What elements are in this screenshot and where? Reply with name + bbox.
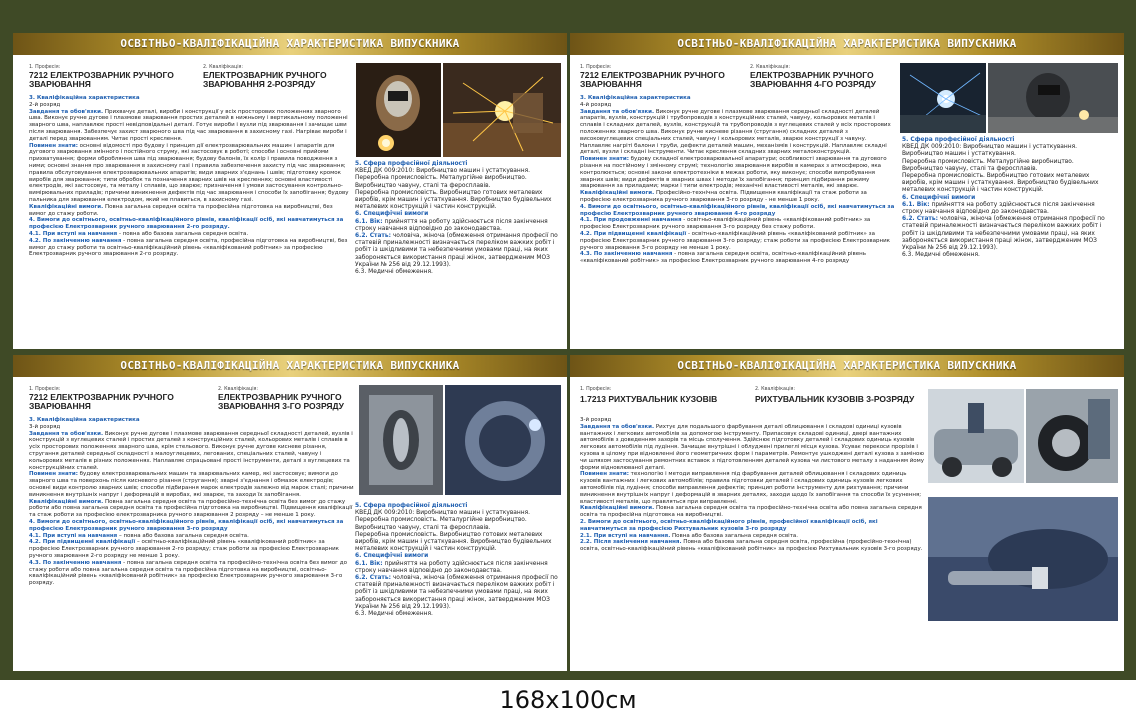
text-paragraph: 3-й розряд [29, 423, 61, 430]
paragraph-body: Виконує ручне дугове і плазмове зварювання середньої складності деталей, вузлів і конструкцій з вуглецевих сталей і простих деталей з конструкційних сталей, кольорових металів і сплавів в усіх просторових положеннях зварного шва, крім стельового. Виконує ручне дугове кисневе різання, стругання деталей середньої складності з малоуглецевих, легованих, спеціальних сталей, чавуну і кольорових металів в різних положеннях. Наплавляє спрацьовані прості інструменти, деталі з вуглецевих та конструкційних сталей. [29, 430, 353, 471]
text-paragraph [29, 204, 351, 218]
paragraph-lead: Кваліфікаційні вимоги. [580, 505, 655, 512]
qualification-label: 2. Кваліфікація: [750, 65, 791, 70]
paragraph-body: – повна або базова загальна середня освіта. [117, 532, 249, 539]
text-paragraph [580, 424, 925, 472]
text-paragraph [355, 575, 559, 611]
text-paragraph [29, 539, 355, 559]
paragraph-lead: Кваліфікаційні вимоги. [29, 203, 104, 210]
photo-dent-repair [928, 497, 1118, 621]
photo-pipe-welding [445, 385, 561, 495]
text-paragraph [902, 202, 1116, 216]
text-paragraph: 5. Сфера професійної діяльності [355, 503, 468, 509]
qualification-label: 2. Кваліфікація: [755, 387, 796, 392]
paragraph-body: Повна загальна середня освіта та професійно-технічна освіта без вимог до стажу роботи або повна загальна середня освіта та професійна підготовка на виробництві. Підвищення кваліфікації та стаж роботи за професією електрозварника ручного зварювання 2 розряду – не менше 1 року. [29, 498, 353, 519]
qualification-name: ЕЛЕКТРОЗВАРНИК РУЧНОГО ЗВАРЮВАННЯ 4-ГО РОЗРЯДУ [750, 70, 876, 89]
paragraph-lead: Завдання та обов'язки. [29, 108, 104, 115]
qualification-name: ЕЛЕКТРОЗВАРНИК РУЧНОГО ЗВАРЮВАННЯ 3-ГО РОЗРЯДУ [218, 392, 344, 411]
paragraph-body: чоловіча, жіноча (обмеження отримання професії по статевій приналежності визначається переліком важких робіт і робіт із шкідливими та небезпечними умовами праці, на яких забороняється використання праці жінок, затвердженим МОЗ України № 256 від 29.12.1993). [355, 233, 558, 268]
paragraph-body: Повна загальна середня освіта та професійна підготовка на виробництві, без вимог до стажу роботи. [29, 203, 333, 217]
paragraph-body: Виконує ручне дугове і плазмове зварювання середньої складності деталей апаратів, вузлів, конструкцій і трубопроводів з конструкційних сталей, чавуну, кольорових металів і сплавів і складних деталей, вузлів, конструкцій та трубопроводів з вуглецевих сталей у всіх просторових положеннях зварного шва. Виконує ручне кисневе різання (стругання) складних деталей з високовуглецевих спеціальних сталей, чавуну і кольорових металів, зварює конструкції з чавуну. Наплавляє нагріті балони і труби, дефекти деталей машин, механізмів і конструкцій. Наплавляє складні деталі, вузли і складні інструменти. Читає креслення складних зварних металоконструкцій. [580, 108, 891, 156]
paragraph-body: прийняття на роботу здійснюється після закінчення строку навчання відповідно до законодавства. [355, 218, 548, 232]
text-paragraph: 4. Вимоги до освітнього, освітньо-кваліфікаційного рівнів, кваліфікації осіб, які навчатимуться за професію Електрозварник ручного зварювання 4-го розряду [580, 203, 895, 217]
text-paragraph: 2-й розряд [29, 101, 61, 108]
qualification-name: РИХТУВАЛЬНИК КУЗОВІВ 3-РОЗРЯДУ [755, 394, 915, 404]
profession-label: 1. Професія: [580, 387, 612, 392]
text-paragraph: Переробна промисловість. Металургійне виробництво. Виробництво чавуну, сталі та феросплавів. [902, 158, 1074, 172]
profession-label: 1. Професія: [29, 65, 61, 70]
profession-name: 7212 ЕЛЕКТРОЗВАРНИК РУЧНОГО ЗВАРЮВАННЯ [29, 70, 174, 89]
text-paragraph [29, 560, 355, 587]
paragraph-lead: 4.2. При підвищенні кваліфікації [580, 230, 687, 237]
text-paragraph: Переробна промисловість. Виробництво готових металевих виробів, крім машин і устаткування. Виробництво будівельних металевих конструкцій і частин конструкцій. [355, 531, 552, 553]
paragraph-body: Повна загальна середня освіта та професійно-технічна освіта або повна загальна середня освіта та професійна підготовка на виробництві. [580, 505, 922, 519]
text-paragraph: 5. Сфера професійної діяльності [355, 161, 468, 167]
text-paragraph: 4. Вимоги до освітнього, освітньо-кваліфікаційного рівнів, кваліфікації осіб, які навчатимуться за професією Електрозварник ручного зварювання 3-го розряду [29, 518, 344, 532]
qualification-text [29, 95, 351, 258]
paragraph-body: прийняття на роботу здійснюється після закінчення строку навчання відповідно до законодавства. [355, 560, 548, 574]
text-paragraph: 6.3. Медичні обмеження. [355, 269, 433, 276]
profession-label: 1. Професія: [580, 65, 612, 70]
text-paragraph [29, 431, 355, 472]
text-paragraph: 4. Вимоги до освітнього, освітньо-кваліфікаційного рівнів, кваліфікації осіб, які навчатимуться за професією Електрозварник ручного зварювання 2-го розряду. [29, 217, 344, 231]
text-paragraph: 3. Кваліфікаційна характеристика [29, 417, 140, 423]
activity-and-requirements-text [902, 137, 1116, 259]
text-paragraph [355, 233, 559, 269]
photo-car-body-repair [928, 389, 1024, 483]
profession-name: 1.7213 РИХТУВАЛЬНИК КУЗОВІВ [580, 394, 718, 404]
paragraph-body: - повна загальна середня освіта, професійна підготовка на виробництві, без вимог до стажу роботи та освітньо-кваліфікаційний рівень «кваліфікований робітник» за професією Електрозварник ручного зварювання 2-го розряду. [29, 237, 348, 258]
paragraph-lead: 4.1. При вступі на навчання [29, 532, 118, 539]
paragraph-lead: 4.2. При підвищенні кваліфікації [29, 539, 136, 546]
text-paragraph: Переробна промисловість. Виробництво готових металевих виробів, крім машин і устаткування. Виробництво будівельних металевих конструкцій і частин конструкцій. [355, 189, 552, 211]
text-paragraph: 6. Специфічні вимоги [355, 553, 429, 560]
paragraph-lead: 4.1. При вступі на навчання [29, 230, 118, 237]
text-paragraph [580, 231, 898, 251]
panel-title-band: ОСВІТНЬО-КВАЛІФІКАЦІЙНА ХАРАКТЕРИСТИКА ВИПУСКНИКА [13, 355, 567, 377]
text-paragraph [29, 109, 351, 143]
text-paragraph [580, 251, 898, 265]
paragraph-lead: 6.1. Вік: [355, 560, 383, 567]
paragraph-lead: 2.1. При вступі на навчання. [580, 532, 671, 539]
text-paragraph: 4-й розряд [580, 101, 612, 108]
profession-name: 7212 ЕЛЕКТРОЗВАРНИК РУЧНОГО ЗВАРЮВАННЯ [580, 70, 725, 89]
paragraph-lead: Повинен знати: [580, 156, 629, 163]
photo-welder-at-work [988, 63, 1118, 133]
activity-and-requirements-text [355, 161, 559, 276]
qualification-text [580, 95, 898, 265]
text-paragraph: 6.3. Медичні обмеження. [355, 611, 433, 618]
paragraph-lead: 6.2. Стать: [355, 575, 391, 582]
text-paragraph [29, 238, 351, 258]
qualification-text [29, 417, 355, 587]
text-paragraph [355, 561, 559, 575]
paragraph-body: - повна або базова загальна середня освіта. [117, 230, 249, 237]
paragraph-lead: Повинен знати: [580, 471, 629, 478]
panel-welder-grade-2 [13, 33, 567, 349]
paragraph-lead: 4.1. При продовженні навчання [580, 217, 682, 224]
qualification-label: 2. Кваліфікація: [218, 387, 259, 392]
text-paragraph: Переробна промисловість. Виробництво готових металевих виробів, крім машин і устаткування. Виробництво будівельних металевих конструкцій і частин конструкцій. [902, 173, 1099, 194]
text-paragraph [580, 156, 898, 190]
paragraph-body: - повна загальна середня освіта, освітньо-кваліфікаційний рівень «кваліфікований робітник» за професією Електрозварник ручного зварювання 4-го розряду [580, 251, 867, 265]
panel-welder-grade-4 [570, 33, 1124, 349]
text-paragraph [902, 216, 1116, 252]
qualification-label: 2. Кваліфікація: [203, 65, 244, 70]
paragraph-lead: 4.2. По закінченню навчання [29, 237, 122, 244]
paragraph-body: - повна загальна середня освіта та професійно-технічна освіта без вимог до стажу роботи або повна загальна середня освіта та професійна підготовка на виробництві, освітньо-кваліфікаційний рівень «кваліфікований робітник» за професією Електрозварник ручного зварювання 3-го розряду. [29, 559, 347, 587]
text-paragraph: 3. Кваліфікаційна характеристика [580, 95, 691, 101]
text-paragraph [580, 471, 925, 505]
qualification-name: ЕЛЕКТРОЗВАРНИК РУЧНОГО ЗВАРЮВАННЯ 2-РОЗРЯДУ [203, 70, 327, 89]
paragraph-lead: 4.3. По закінченню навчання [29, 559, 122, 566]
paragraph-lead: Завдання та обов'язки. [29, 430, 104, 437]
text-paragraph [580, 217, 898, 231]
paragraph-body: чоловіча, жіноча (обмеження отримання професії по статевій приналежності визначається переліком важких робіт і робіт із шкідливими та небезпечними умовами праці, на яких забороняється використання праці жінок, затвердженим МОЗ України № 256 від 29.12.1993). [355, 575, 558, 610]
text-paragraph: 2. Вимоги до освітнього, освітньо-кваліфікаційного рівнів, професійної кваліфікації осіб, які навчатимуться за професією Рихтувальник кузовів 3-го розряду [580, 518, 878, 532]
paragraph-lead: 6.2. Стать: [355, 233, 391, 240]
paragraph-lead: Завдання та обов'язки. [580, 423, 655, 430]
photo-welding-arc [900, 63, 986, 133]
text-paragraph [580, 190, 898, 204]
text-paragraph [355, 219, 559, 233]
paragraph-body: - освітньо-кваліфікаційний рівень «кваліфікований робітник» за професією Електрозварник ручного зварювання 3-го розряду; стаж роботи за професією Електрозварник ручного зварювання 3-го розряду не менше 1 року. [580, 230, 890, 251]
paragraph-lead: Повинен знати: [29, 142, 78, 149]
paragraph-lead: 2.2. Після закінчення навчання. [580, 539, 682, 546]
paragraph-lead: 6.1. Вік: [355, 218, 383, 225]
panel-title-band: ОСВІТНЬО-КВАЛІФІКАЦІЙНА ХАРАКТЕРИСТИКА ВИПУСКНИКА [13, 33, 567, 55]
text-paragraph: 6.3. Медичні обмеження. [902, 252, 980, 259]
text-paragraph [29, 471, 355, 498]
photo-weld-seam [359, 385, 443, 495]
paragraph-body: будову складної електрозварювальної апаратури; особливості зварювання та дугового різання на постійному і змінному струмі; технологію зварювання виробів в камерах з атмосферою, яка контролюється; основні закони електротехніки в межах роботи, яку виконує; способи випробування зварних швів; види дефектів в зварних швах і методи їх запобігання; принцип підбирання режиму зварювання за приладами; марки і типи електродів; механічні властивості металів, які зварює. [580, 156, 887, 190]
paragraph-body: прийняття на роботу здійснюється після закінчення строку навчання відповідно до законодавства. [902, 201, 1095, 216]
photo-welding-sparks [443, 63, 561, 157]
profession-label: 1. Професія: [29, 387, 61, 392]
paragraph-body: технологію і методи виправлення під фарбування деталей облицювання і складових одиниць кузовів вантажних і легкових автомобілів; правила підготовки деталей і складових одиниць кузовів легкових автомобілів під лудіння; способи виправлення дефектів; принцип роботи інструменту для рихтування; причини виникнення внутрішніх напруг і деформацій в зварних деталях, заходи щодо їх запобігання та способи їх усунення; властивості металів, що правляться при виправленні. [580, 471, 922, 505]
profession-name: 7212 ЕЛЕКТРОЗВАРНИК РУЧНОГО ЗВАРЮВАННЯ [29, 392, 174, 411]
paragraph-body: Прихвачує деталі, вироби і конструкції у всіх просторових положеннях зварного шва. Виконує ручне дугове і плазмове зварювання простих деталей в нижньому і вертикальному положенні зварного шва, наплавлює прості невідповідальні деталі. Готує вироби і вузли під зварювання і зачищає шви після зварювання. Забезпечує захист зварюного шва під час зварювання в захисному газі. Нагріває вироби і деталі перед зварюванням. Читає прості креслення. [29, 108, 348, 142]
paragraph-body: – освітньо-кваліфікаційний рівень «кваліфікований робітник» за професією Електрозварник ручного зварювання 2-го розряду; стаж роботи за професією Електрозварник ручного зварювання 2-го розряду не менше 1 року. [29, 539, 339, 559]
text-paragraph [580, 109, 898, 157]
photo-welder-mask [356, 63, 441, 157]
paragraph-body: основні відомості про будову і принцип дії електрозварювальних машин і апаратів для дугового зварювання змінного і постійного струму, які застосовує в роботі; способи і основні прийоми прихватування; форми обробляння шва під зварювання; будову балонів, їх колір і правила поводження з ними; основні знання про зварювання в захисному газі і правила забезпечення захисту під час зварювання; правила обслуговування електрозварювальних апаратів; види зварних з'єднань і швів; підготовку кромок виробів для зварювання; типи обробок та позначення зварних швів на кресленнях; основні властивості електродів, які застосовує, та металу і сплавів, що зварює; призначення і умови застосування контрольно-вимірювальних приладів; причини виникнення дефектів під час зварювання і способи їх запобігання; будову пальника для зварювання електродом, який не плавиться, в захисному газі. [29, 142, 349, 203]
text-paragraph [29, 143, 351, 204]
text-paragraph: КВЕД ДК 009:2010: Виробництво машин і устаткування. Переробна промисловість. Металургійне виробництво. Виробництво чавуну, сталі та феросплавів. [355, 510, 531, 531]
paragraph-body: Професійно-технічна освіта. Підвищення кваліфікації та стаж роботи за професією електрозварника ручного зварювання 3-го розряду - не менше 1 року. [580, 190, 867, 203]
paragraph-lead: Кваліфікаційні вимоги. [580, 190, 655, 197]
text-paragraph: КВЕД ДК 009:2010: Виробництво машин і устаткування. Виробництво машин і устаткування. [902, 144, 1078, 158]
panel-title-band: ОСВІТНЬО-КВАЛІФІКАЦІЙНА ХАРАКТЕРИСТИКА ВИПУСКНИКА [570, 355, 1124, 377]
text-paragraph: 3-й розряд [580, 417, 612, 423]
panel-body-straightener [570, 355, 1124, 671]
activity-and-requirements-text [355, 503, 559, 618]
paragraph-lead: Кваліфікаційні вимоги. [29, 498, 104, 505]
qualification-text [580, 417, 925, 553]
paragraph-body: будову електрозварювальних машин та зварювальних камер, які застосовує; вимоги до зварного шва та поверхонь після кисневого різання (стругання); зварні з'єднання і обмазок електродів; основні види контролю зварних швів; способи підбирання марок електродів залежно від марок сталі; причини виникнення внутрішніх напруг і деформацій в виробах, які зварює, та заходи їх запобігання. [29, 471, 354, 498]
text-paragraph: 3. Кваліфікаційна характеристика [29, 95, 140, 101]
text-paragraph [29, 231, 351, 238]
panel-welder-grade-3 [13, 355, 567, 671]
panel-title-band: ОСВІТНЬО-КВАЛІФІКАЦІЙНА ХАРАКТЕРИСТИКА ВИПУСКНИКА [570, 33, 1124, 55]
paragraph-body: Рихтує для подальшого фарбування деталі облицювання і складові одиниці кузовів вантажних і легкових автомобілів за допомогою інструменту. Припасовує складові одиниці, двері вантажних автомобілів з доведенням зазорів та місць сполучення. Здійснює підготовку деталей і складових одиниць кузовів легкових автомобілів під лудіння. Зачищає внутрішні і облуджені прилеглі місця кузова. Усуває перекоси прорізів і кузова в цілому при відновленні його геометричних форм і параметрів. Ремонтує ушкоджені деталі кузова з заміною чи шляхом застосування ремонтних вставок з підготовленням деталей кузова чи листового металу з наданням йому форми відновлюваної деталі. [580, 423, 925, 471]
text-paragraph [580, 505, 925, 519]
paragraph-lead: 4.3. По закінченню навчання [580, 251, 673, 258]
paragraph-lead: 6.2. Стать: [902, 216, 938, 223]
text-paragraph [580, 539, 925, 553]
paragraph-lead: Завдання та обов'язки. [580, 108, 655, 115]
stand-size-caption: 168x100см [499, 686, 637, 714]
text-paragraph: 6. Специфічні вимоги [355, 211, 429, 218]
text-paragraph: 6. Специфічні вимоги [902, 194, 976, 201]
paragraph-body: - освітньо-кваліфікаційний рівень «кваліфікований робітник» за професією Електрозварник ручного зварювання 3-го розряду без стажу роботи. [580, 217, 871, 231]
paragraph-lead: 6.1. Вік: [902, 201, 930, 208]
photo-wheel-garage [1026, 389, 1118, 483]
paragraph-body: Повна або базова загальна середня освіта, професійна (професійно-технічна) освіта, освітньо-кваліфікаційний рівень «кваліфікований робітник» за професією Рихтувальник кузовів 3-го розряду. [580, 539, 923, 553]
text-paragraph [29, 499, 355, 519]
text-paragraph: КВЕД ДК 009:2010: Виробництво машин і устаткування. Переробна промисловість. Металургійне виробництво. Виробництво чавуну, сталі та феросплавів. [355, 168, 531, 189]
paragraph-body: чоловіча, жіноча (обмеження отримання професії по статевій приналежності визначається переліком важких робіт і робіт із шкідливими та небезпечними умовами праці, на яких забороняється використання праці жінок, затвердженим МОЗ України № 256 від 29.12.1993). [902, 216, 1105, 252]
text-paragraph: 5. Сфера професійної діяльності [902, 137, 1015, 143]
paragraph-lead: Повинен знати: [29, 471, 78, 478]
paragraph-body: Повна або базова загальна середня освіта. [670, 532, 799, 539]
